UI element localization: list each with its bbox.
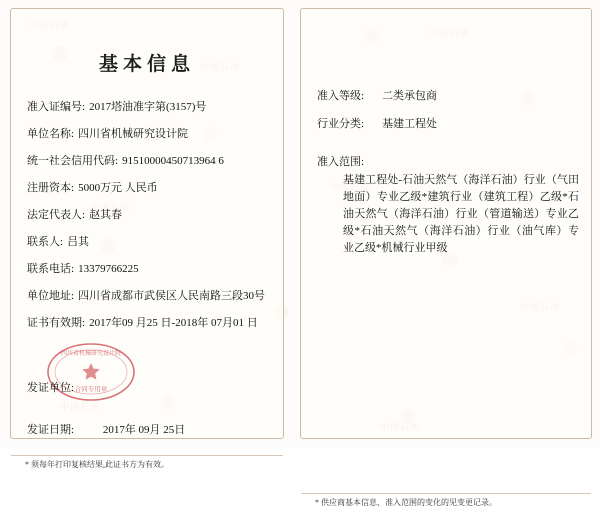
field-label: 行业分类: bbox=[317, 118, 365, 130]
page-title: 基本信息 bbox=[98, 54, 195, 75]
field-value: 91510000450713964 6 bbox=[122, 154, 224, 167]
field-label: 证书有效期: bbox=[27, 316, 86, 329]
issue-date-value: 2017年 09月 25日 bbox=[102, 424, 186, 436]
field-row-admission-number bbox=[27, 100, 269, 116]
left-page-panel bbox=[10, 8, 284, 469]
field-value: 5000万元 人民币 bbox=[78, 181, 158, 194]
issuer-label: 发证单位: bbox=[27, 382, 75, 394]
field-label: 法定代表人: bbox=[27, 208, 86, 221]
field-value: 赵其春 bbox=[89, 208, 123, 221]
field-row-registered-capital bbox=[27, 181, 269, 197]
field-value: 13379766225 bbox=[78, 262, 139, 275]
footnote-divider bbox=[11, 455, 283, 456]
field-label: 注册资本: bbox=[27, 181, 75, 194]
admission-summary bbox=[301, 87, 591, 131]
field-row-credit-code bbox=[27, 154, 269, 170]
field-row-company-name bbox=[27, 127, 269, 143]
field-label: 联系电话: bbox=[27, 262, 75, 275]
field-value: 基建工程处 bbox=[382, 118, 438, 130]
field-row-contact-person bbox=[27, 235, 269, 251]
field-value: 2017年09 月25 日-2018年 07月01 日 bbox=[89, 316, 258, 329]
issue-date-row bbox=[27, 421, 185, 437]
field-value: 2017塔油准字第(3157)号 bbox=[89, 101, 207, 113]
field-label: 准入证编号: bbox=[27, 101, 86, 113]
field-value: 四川省成都市武侯区人民南路三段30号 bbox=[78, 289, 266, 302]
field-label: 联系人: bbox=[27, 235, 64, 248]
field-row-legal-representative bbox=[27, 208, 269, 224]
field-row-industry-category bbox=[317, 115, 575, 131]
footnote-divider bbox=[301, 493, 591, 494]
field-label: 统一社会信用代码: bbox=[27, 154, 119, 167]
right-footnote: * 供应商基本信息、准入范围的变化的见变更记录。 bbox=[315, 498, 497, 507]
issuer-row bbox=[27, 379, 74, 395]
svg-text:四川省机械研究设计院: 四川省机械研究设计院 bbox=[60, 351, 122, 357]
issue-date-label: 发证日期: bbox=[27, 424, 75, 436]
field-label: 单位名称: bbox=[27, 127, 75, 140]
field-row-contact-phone bbox=[27, 262, 269, 278]
admission-scope-block bbox=[301, 153, 591, 257]
scope-text: 基建工程处-石油天然气（海洋石油）行业（气田地面）专业乙级*建筑行业（建筑工程）乙级*石油天然气（海洋石油）行业（管道输送）专业乙级*石油天然气（海洋石油）行业（油气库）专业乙级*机械行业甲级 bbox=[343, 174, 579, 255]
field-value: 二类承包商 bbox=[382, 90, 438, 102]
field-value: 吕其 bbox=[67, 235, 90, 248]
basic-info-field-list bbox=[11, 100, 283, 331]
right-page-panel bbox=[300, 8, 592, 507]
svg-text:合同专用章: 合同专用章 bbox=[74, 386, 108, 393]
field-value: 四川省机械研究设计院 bbox=[78, 127, 189, 140]
field-row-validity-period bbox=[27, 316, 269, 332]
field-row-admission-level bbox=[317, 87, 575, 103]
field-label: 单位地址: bbox=[27, 289, 75, 302]
scope-label: 准入范围: bbox=[317, 156, 365, 168]
field-row-address bbox=[27, 289, 269, 305]
left-footnote: * 须每年打印复核结果,此证书方为有效。 bbox=[25, 460, 169, 469]
field-label: 准入等级: bbox=[317, 90, 365, 102]
